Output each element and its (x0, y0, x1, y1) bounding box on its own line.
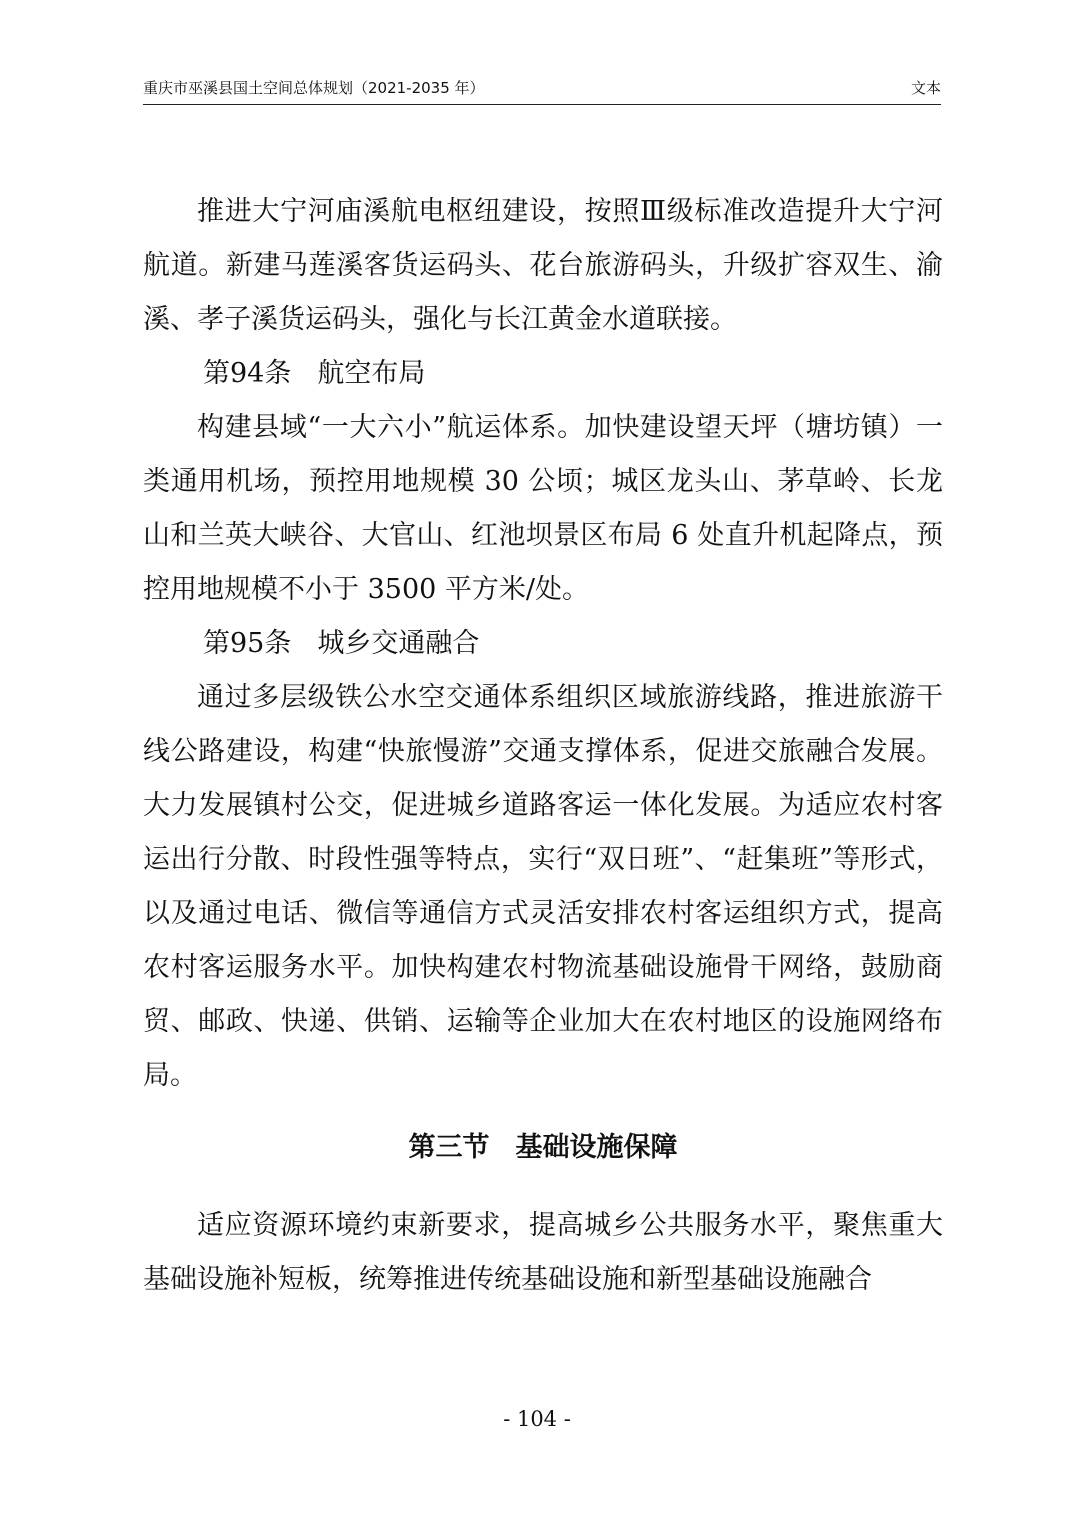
section-title: 基础设施保障 (515, 1132, 678, 1163)
section-number: 第三节 (408, 1132, 490, 1163)
article-95-heading (143, 617, 943, 671)
page-number: - 104 - (503, 1407, 571, 1431)
article-number: 第95条 (203, 628, 292, 659)
paragraph-waterway: 推进大宁河庙溪航电枢纽建设，按照Ⅲ级标准改造提升大宁河航道。新建马莲溪客货运码头、花台旅游码头，升级扩容双生、渝溪、孝子溪货运码头，强化与长江黄金水道联接。 (143, 196, 943, 335)
page-header (143, 78, 941, 105)
article-title: 城乡交通融合 (317, 628, 480, 659)
document-type-label: 文本 (910, 79, 941, 97)
paragraph-aviation: 构建县域“一大六小”航运体系。加快建设望天坪（塘坊镇）一类通用机场，预控用地规模 30 公顷；城区龙头山、茅草岭、长龙山和兰英大峡谷、大官山、红池坝景区布局 6 处直升机起降点，预控用地规模不小于 3500 平方米/处。 (143, 412, 943, 605)
article-number: 第94条 (203, 358, 292, 389)
paragraph-urban-rural-transport: 通过多层级铁公水空交通体系组织区域旅游线路，推进旅游干线公路建设，构建“快旅慢游”交通支撑体系，促进交旅融合发展。大力发展镇村公交，促进城乡道路客运一体化发展。为适应农村客运出行分散、时段性强等特点，实行“双日班”、“赶集班”等形式，以及通过电话、微信等通信方式灵活安排农村客运组织方式，提高农村客运服务水平。加快构建农村物流基础设施骨干网络，鼓励商贸、邮政、快递、供销、运输等企业加大在农村地区的设施网络布局。 (143, 682, 943, 1091)
paragraph-infrastructure: 适应资源环境约束新要求，提高城乡公共服务水平，聚焦重大基础设施补短板，统筹推进传统基础设施和新型基础设施融合 (143, 1210, 943, 1295)
page-body (143, 185, 943, 1307)
document-title: 重庆市巫溪县国土空间总体规划（2021-2035 年） (143, 79, 485, 97)
section-heading (143, 1121, 943, 1175)
article-94-heading (143, 347, 943, 401)
article-title: 航空布局 (317, 358, 426, 389)
